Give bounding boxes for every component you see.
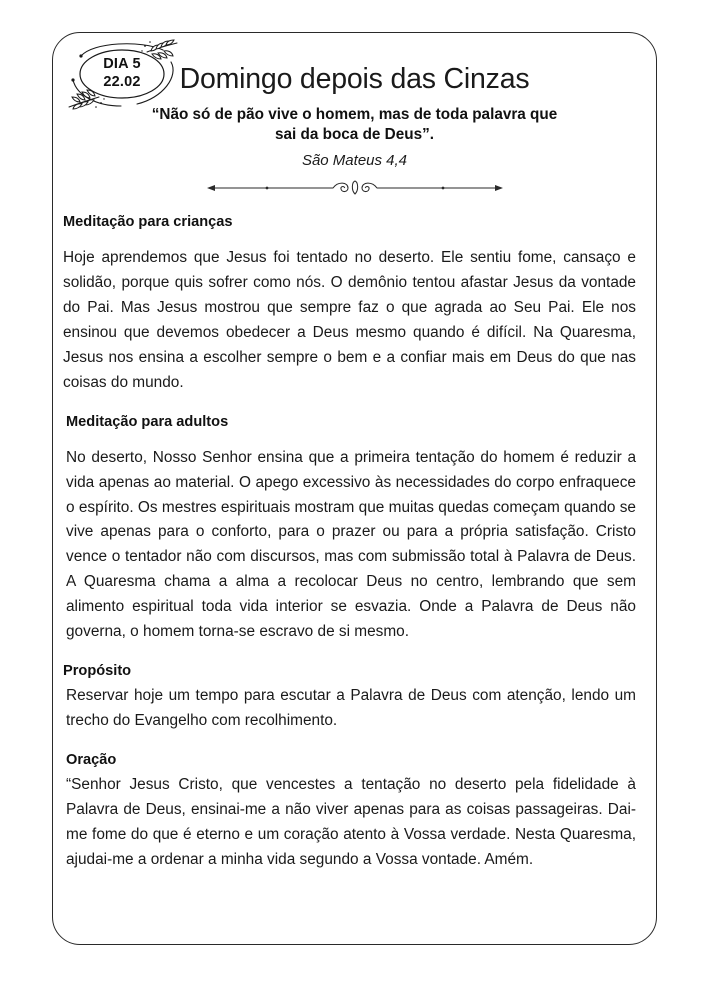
card-body [53, 199, 656, 873]
section-heading: Propósito [63, 663, 132, 680]
section-body: “Senhor Jesus Cristo, que vencestes a tentação no deserto pela fidelidade à Palavra de Deus, ensinai-me a não viver apenas para as coisas passageiras. Dai-me fome do que é eterno e um coração atento à Vossa verdade. Nesta Quaresma, ajudai-me a ordenar a minha vida segundo a Vossa vontade. Amém. [66, 776, 636, 868]
section-heading: Oração [66, 752, 117, 769]
section-heading: Meditação para crianças [63, 213, 233, 230]
section-body: Reservar hoje um tempo para escutar a Palavra de Deus com atenção, lendo um trecho do Evangelho com recolhimento. [66, 687, 636, 730]
flourish-divider-icon [205, 177, 505, 199]
card-header [53, 33, 656, 199]
scripture-reference: São Mateus 4,4 [301, 151, 408, 169]
devotional-card [52, 32, 657, 945]
badge-date-label: 22.02 [103, 73, 141, 90]
section-heading: Meditação para adultos [66, 413, 229, 430]
section-meditacao-criancas [63, 213, 636, 396]
section-oracao [63, 751, 636, 873]
badge-oval-decoration-icon [63, 36, 181, 111]
section-body: No deserto, Nosso Senhor ensina que a primeira tentação do homem é reduzir a vida apenas ao material. O apego excessivo às necessidades do corpo enfraquece o espírito. Os mestres espirituais mostram que muitas quedas começam quando se vive apenas para o conforto, para o prazer ou para a própria satisfação. Cristo vence o tentador não com discursos, mas com submissão total à Palavra de Deus. A Quaresma chama a alma a recolocar Deus no centro, lembrando que sem alimento espiritual toda vida interior se esvazia. Onde a Palavra de Deus não governa, o homem torna-se escravo de si mesmo. [66, 448, 636, 641]
section-body: Hoje aprendemos que Jesus foi tentado no deserto. Ele sentiu fome, cansaço e solidão, porque quis sofrer como nós. O demônio tentou afastar Jesus da vontade do Pai. Mas Jesus mostrou que sempre faz o que agrada ao Seu Pai. Ele nos ensinou que devemos obedecer a Deus mesmo quando é difícil. Na Quaresma, Jesus nos ensina a escolher sempre o bem e a confiar mais em Deus do que nas coisas do mundo. [63, 248, 636, 391]
scripture-verse: “Não só de pão vive o homem, mas de toda palavra que sai da boca de Deus”. [151, 106, 558, 144]
section-proposito [63, 662, 636, 734]
ornamental-divider [205, 177, 505, 199]
badge-day-label: DIA 5 [103, 56, 141, 73]
day-badge [63, 36, 181, 111]
section-meditacao-adultos [63, 413, 636, 646]
page-title: Domingo depois das Cinzas [179, 63, 530, 95]
